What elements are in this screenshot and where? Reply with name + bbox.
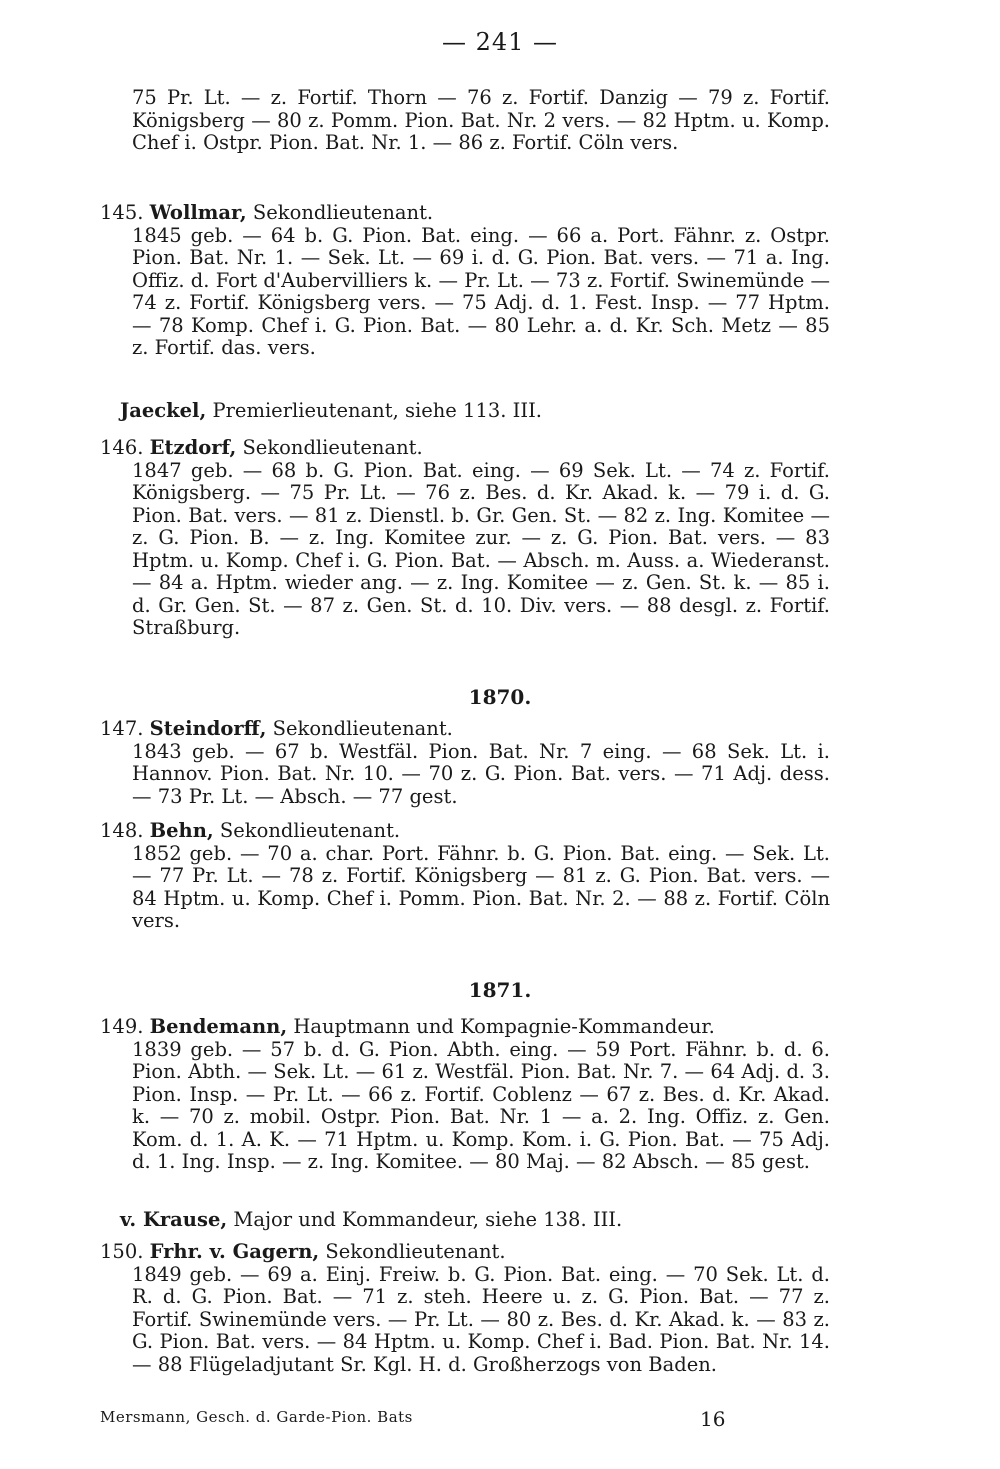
entry-name: Bendemann, [149,1016,288,1038]
entry-148 [100,820,830,933]
entry-rank: Sekondlieutenant. [325,1241,506,1263]
footer-signature: 16 [700,1407,726,1431]
entry-rank: Sekondlieutenant. [219,820,401,842]
entry-jaeckel [100,400,830,423]
entry-name: v. Krause, [120,1209,228,1231]
entry-146 [100,437,830,640]
entry-name: Steindorff, [149,718,267,740]
entry-body: 1849 geb. — 69 a. Einj. Freiw. b. G. Pion. Bat. eing. — 70 Sek. Lt. d. R. d. G. Pion. Bat. — 71 z. steh. Heere u. z. G. Pion. Bat. — 77 z. Fortif. Swinemünde vers. — Pr. Lt. — 80 z. Bes. d. Kr. Akad. k. — 83 z. G. Pion. Bat. vers. — 84 Hptm. u. Komp. Chef i. Bad. Pion. Bat. Nr. 14. — 88 Flügeladjutant Sr. Kgl. H. d. Großherzogs von Baden. [132,1262,830,1376]
entry-number: 148. [100,820,144,842]
entry-rank: Sekondlieutenant. [242,437,423,459]
entry-body: 1845 geb. — 64 b. G. Pion. Bat. eing. — 66 a. Port. Fähnr. z. Ostpr. Pion. Bat. Nr. 1. — Sek. Lt. — 69 i. d. G. Pion. Bat. vers. — 71 a. Ing. Offiz. d. Fort d'Aubervilliers k. — Pr. Lt. — 73 z. Fortif. Swinemünde — 74 z. Fortif. Königsberg vers. — 75 Adj. d. 1. Fest. Insp. — 77 Hptm. — 78 Komp. Chef i. G. Pion. Bat. — 80 Lehr. a. d. Kr. Sch. Metz — 85 z. Fortif. das. vers. [132,223,830,359]
entry-name: Etzdorf, [149,437,237,459]
entry-body: 1839 geb. — 57 b. d. G. Pion. Abth. eing. — 59 Port. Fähnr. b. d. 6. Pion. Abth. — Sek. Lt. — 61 z. Westfäl. Pion. Bat. Nr. 7. — 64 Adj. d. 3. Pion. Insp. — Pr. Lt. — 66 z. Fortif. Coblenz — 67 z. Bes. d. Kr. Akad. k. — 70 z. mobil. Ostpr. Pion. Bat. Nr. 1 — a. 2. Ing. Offiz. z. Gen. Kom. d. 1. A. K. — 71 Hptm. u. Komp. Kom. i. G. Pion. Bat. — 75 Adj. d. 1. Ing. Insp. — z. Ing. Komitee. — 80 Maj. — 82 Absch. — 85 gest. [132,1037,830,1173]
entry-name: Frhr. v. Gagern, [149,1241,320,1263]
entry-147 [100,718,830,808]
entry-number: 150. [100,1241,144,1263]
entry-rank: Major und Kommandeur, siehe 138. III. [233,1209,623,1231]
continuation-paragraph [100,87,830,155]
footer-source: Mersmann, Gesch. d. Garde-Pion. Bats [100,1408,413,1426]
entry-number: 145. [100,202,144,224]
entry-body: 1843 geb. — 67 b. Westfäl. Pion. Bat. Nr. 7 eing. — 68 Sek. Lt. i. Hannov. Pion. Bat. Nr. 10. — 70 z. G. Pion. Bat. vers. — 71 Adj. dess. — 73 Pr. Lt. — Absch. — 77 gest. [132,739,830,808]
entry-149 [100,1016,830,1174]
year-heading-1871: 1871. [468,978,532,1002]
entry-rank: Premierlieutenant, siehe 113. III. [212,400,542,422]
entry-name: Wollmar, [149,202,247,224]
entry-body: 1847 geb. — 68 b. G. Pion. Bat. eing. — 69 Sek. Lt. — 74 z. Fortif. Königsberg. — 75 Pr. Lt. — 76 z. Bes. d. Kr. Akad. k. — 79 i. d. G. Pion. Bat. vers. — 81 z. Dienstl. b. Gr. Gen. St. — 82 z. Ing. Komitee — z. G. Pion. B. — z. Ing. Komitee zur. — z. G. Pion. Bat. vers. — 83 Hptm. u. Komp. Chef i. G. Pion. Bat. — Absch. m. Auss. a. Wiederanst. — 84 a. Hptm. wieder ang. — z. Ing. Komitee — z. Gen. St. k. — 85 i. d. Gr. Gen. St. — 87 z. Gen. St. d. 10. Div. vers. — 88 desgl. z. Fortif. Straßburg. [132,458,830,639]
entry-number: 146. [100,437,144,459]
entry-150 [100,1241,830,1376]
entry-number: 149. [100,1016,144,1038]
entry-145 [100,202,830,360]
entry-rank: Sekondlieutenant. [272,718,453,740]
entry-rank: Hauptmann und Kompagnie-Kommandeur. [293,1016,715,1038]
year-heading-1870: 1870. [468,685,532,709]
page-number: — 241 — [441,28,559,56]
entry-name: Behn, [149,820,214,842]
entry-name: Jaeckel, [120,400,207,422]
continuation-text: 75 Pr. Lt. — z. Fortif. Thorn — 76 z. Fortif. Danzig — 79 z. Fortif. Königsberg — 80 z. Pomm. Pion. Bat. Nr. 2 vers. — 82 Hptm. u. Komp. Chef i. Ostpr. Pion. Bat. Nr. 1. — 86 z. Fortif. Cöln vers. [132,86,830,154]
entry-number: 147. [100,718,144,740]
entry-body: 1852 geb. — 70 a. char. Port. Fähnr. b. G. Pion. Bat. eing. — Sek. Lt. — 77 Pr. Lt. — 78 z. Fortif. Königsberg — 81 z. G. Pion. Bat. vers. — 84 Hptm. u. Komp. Chef i. Pomm. Pion. Bat. Nr. 2. — 88 z. Fortif. Cöln vers. [132,841,830,932]
entry-rank: Sekondlieutenant. [252,202,434,224]
entry-krause [100,1209,830,1232]
